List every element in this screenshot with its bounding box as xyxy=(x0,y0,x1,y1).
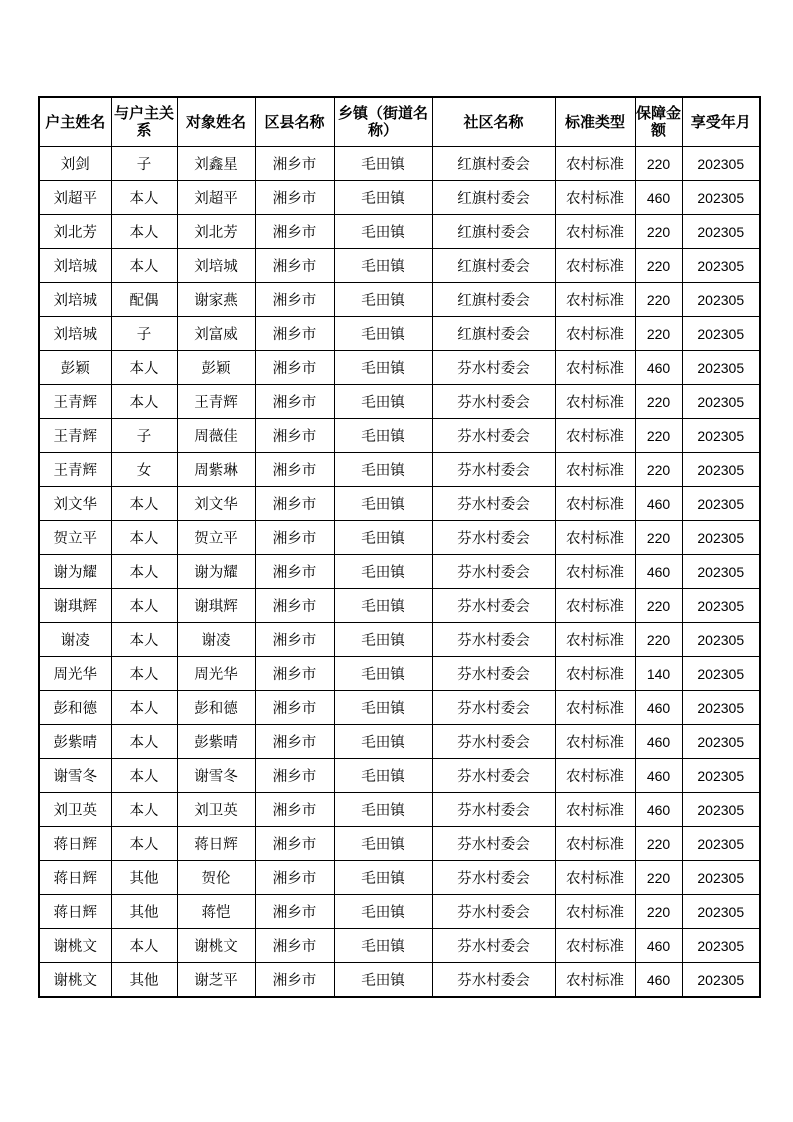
cell-county: 湘乡市 xyxy=(255,249,334,283)
cell-recipient-name: 刘鑫星 xyxy=(177,147,255,181)
cell-recipient-name: 谢家燕 xyxy=(177,283,255,317)
cell-amount: 220 xyxy=(635,895,682,929)
cell-standard-type: 农村标准 xyxy=(555,385,635,419)
cell-amount: 460 xyxy=(635,929,682,963)
cell-relation: 其他 xyxy=(111,963,177,998)
cell-county: 湘乡市 xyxy=(255,521,334,555)
table-row xyxy=(39,249,760,283)
cell-amount: 220 xyxy=(635,215,682,249)
table-row xyxy=(39,181,760,215)
cell-relation: 本人 xyxy=(111,759,177,793)
cell-householder-name: 谢为耀 xyxy=(39,555,111,589)
cell-standard-type: 农村标准 xyxy=(555,555,635,589)
header-amount: 保障金额 xyxy=(635,97,682,147)
table-row xyxy=(39,725,760,759)
cell-period: 202305 xyxy=(682,419,760,453)
cell-township: 毛田镇 xyxy=(334,861,432,895)
cell-relation: 其他 xyxy=(111,895,177,929)
cell-recipient-name: 彭颖 xyxy=(177,351,255,385)
cell-recipient-name: 彭紫晴 xyxy=(177,725,255,759)
table-row xyxy=(39,521,760,555)
table-row xyxy=(39,691,760,725)
cell-community: 芬水村委会 xyxy=(432,589,555,623)
cell-recipient-name: 谢芝平 xyxy=(177,963,255,998)
cell-relation: 本人 xyxy=(111,555,177,589)
cell-township: 毛田镇 xyxy=(334,351,432,385)
cell-amount: 220 xyxy=(635,861,682,895)
cell-county: 湘乡市 xyxy=(255,963,334,998)
cell-community: 红旗村委会 xyxy=(432,181,555,215)
cell-township: 毛田镇 xyxy=(334,487,432,521)
cell-community: 芬水村委会 xyxy=(432,487,555,521)
cell-county: 湘乡市 xyxy=(255,317,334,351)
table-row xyxy=(39,419,760,453)
header-period: 享受年月 xyxy=(682,97,760,147)
cell-county: 湘乡市 xyxy=(255,623,334,657)
cell-relation: 本人 xyxy=(111,827,177,861)
cell-relation: 本人 xyxy=(111,181,177,215)
cell-householder-name: 刘超平 xyxy=(39,181,111,215)
cell-recipient-name: 谢桃文 xyxy=(177,929,255,963)
cell-period: 202305 xyxy=(682,351,760,385)
cell-recipient-name: 刘培城 xyxy=(177,249,255,283)
cell-amount: 220 xyxy=(635,521,682,555)
cell-community: 芬水村委会 xyxy=(432,691,555,725)
cell-community: 芬水村委会 xyxy=(432,827,555,861)
cell-standard-type: 农村标准 xyxy=(555,317,635,351)
cell-period: 202305 xyxy=(682,657,760,691)
cell-recipient-name: 彭和德 xyxy=(177,691,255,725)
cell-community: 芬水村委会 xyxy=(432,725,555,759)
cell-recipient-name: 刘卫英 xyxy=(177,793,255,827)
cell-community: 芬水村委会 xyxy=(432,385,555,419)
cell-county: 湘乡市 xyxy=(255,725,334,759)
cell-community: 芬水村委会 xyxy=(432,555,555,589)
cell-relation: 子 xyxy=(111,317,177,351)
cell-relation: 子 xyxy=(111,147,177,181)
cell-householder-name: 刘文华 xyxy=(39,487,111,521)
cell-county: 湘乡市 xyxy=(255,453,334,487)
cell-county: 湘乡市 xyxy=(255,181,334,215)
cell-county: 湘乡市 xyxy=(255,351,334,385)
cell-recipient-name: 贺伦 xyxy=(177,861,255,895)
cell-county: 湘乡市 xyxy=(255,283,334,317)
cell-householder-name: 王青辉 xyxy=(39,385,111,419)
cell-community: 芬水村委会 xyxy=(432,895,555,929)
cell-recipient-name: 谢琪辉 xyxy=(177,589,255,623)
cell-standard-type: 农村标准 xyxy=(555,759,635,793)
cell-standard-type: 农村标准 xyxy=(555,929,635,963)
cell-recipient-name: 刘文华 xyxy=(177,487,255,521)
cell-community: 芬水村委会 xyxy=(432,657,555,691)
cell-recipient-name: 谢凌 xyxy=(177,623,255,657)
cell-county: 湘乡市 xyxy=(255,793,334,827)
cell-township: 毛田镇 xyxy=(334,793,432,827)
header-row xyxy=(39,97,760,147)
cell-relation: 配偶 xyxy=(111,283,177,317)
cell-recipient-name: 蒋日辉 xyxy=(177,827,255,861)
cell-householder-name: 贺立平 xyxy=(39,521,111,555)
cell-standard-type: 农村标准 xyxy=(555,419,635,453)
table-row xyxy=(39,385,760,419)
cell-relation: 本人 xyxy=(111,623,177,657)
cell-county: 湘乡市 xyxy=(255,555,334,589)
cell-amount: 220 xyxy=(635,827,682,861)
header-township: 乡镇（街道名称） xyxy=(334,97,432,147)
header-county: 区县名称 xyxy=(255,97,334,147)
cell-amount: 460 xyxy=(635,555,682,589)
cell-standard-type: 农村标准 xyxy=(555,147,635,181)
cell-period: 202305 xyxy=(682,487,760,521)
cell-township: 毛田镇 xyxy=(334,385,432,419)
cell-relation: 本人 xyxy=(111,725,177,759)
cell-standard-type: 农村标准 xyxy=(555,895,635,929)
cell-township: 毛田镇 xyxy=(334,929,432,963)
cell-householder-name: 谢琪辉 xyxy=(39,589,111,623)
cell-township: 毛田镇 xyxy=(334,283,432,317)
cell-standard-type: 农村标准 xyxy=(555,793,635,827)
cell-period: 202305 xyxy=(682,759,760,793)
cell-period: 202305 xyxy=(682,963,760,998)
header-relation: 与户主关系 xyxy=(111,97,177,147)
cell-community: 芬水村委会 xyxy=(432,419,555,453)
cell-period: 202305 xyxy=(682,453,760,487)
cell-householder-name: 蒋日辉 xyxy=(39,861,111,895)
cell-period: 202305 xyxy=(682,555,760,589)
cell-recipient-name: 贺立平 xyxy=(177,521,255,555)
cell-standard-type: 农村标准 xyxy=(555,725,635,759)
cell-period: 202305 xyxy=(682,147,760,181)
cell-township: 毛田镇 xyxy=(334,147,432,181)
cell-period: 202305 xyxy=(682,249,760,283)
cell-standard-type: 农村标准 xyxy=(555,283,635,317)
cell-householder-name: 刘卫英 xyxy=(39,793,111,827)
cell-township: 毛田镇 xyxy=(334,215,432,249)
header-standard-type: 标准类型 xyxy=(555,97,635,147)
table-row xyxy=(39,963,760,998)
cell-relation: 子 xyxy=(111,419,177,453)
cell-amount: 460 xyxy=(635,487,682,521)
cell-township: 毛田镇 xyxy=(334,453,432,487)
cell-relation: 本人 xyxy=(111,929,177,963)
cell-county: 湘乡市 xyxy=(255,895,334,929)
cell-standard-type: 农村标准 xyxy=(555,691,635,725)
cell-recipient-name: 王青辉 xyxy=(177,385,255,419)
cell-community: 红旗村委会 xyxy=(432,147,555,181)
cell-householder-name: 刘剑 xyxy=(39,147,111,181)
cell-period: 202305 xyxy=(682,521,760,555)
cell-community: 芬水村委会 xyxy=(432,521,555,555)
cell-relation: 其他 xyxy=(111,861,177,895)
cell-householder-name: 谢桃文 xyxy=(39,963,111,998)
cell-period: 202305 xyxy=(682,793,760,827)
cell-period: 202305 xyxy=(682,929,760,963)
cell-relation: 本人 xyxy=(111,351,177,385)
cell-householder-name: 蒋日辉 xyxy=(39,827,111,861)
cell-county: 湘乡市 xyxy=(255,487,334,521)
cell-township: 毛田镇 xyxy=(334,657,432,691)
cell-relation: 本人 xyxy=(111,521,177,555)
cell-relation: 本人 xyxy=(111,385,177,419)
cell-county: 湘乡市 xyxy=(255,589,334,623)
cell-recipient-name: 谢雪冬 xyxy=(177,759,255,793)
cell-standard-type: 农村标准 xyxy=(555,453,635,487)
subsidy-roster-table xyxy=(38,96,761,998)
cell-township: 毛田镇 xyxy=(334,521,432,555)
cell-township: 毛田镇 xyxy=(334,827,432,861)
cell-amount: 220 xyxy=(635,283,682,317)
table-row xyxy=(39,861,760,895)
cell-relation: 本人 xyxy=(111,793,177,827)
cell-community: 芬水村委会 xyxy=(432,351,555,385)
cell-period: 202305 xyxy=(682,691,760,725)
table-row xyxy=(39,759,760,793)
cell-period: 202305 xyxy=(682,623,760,657)
cell-recipient-name: 周紫琳 xyxy=(177,453,255,487)
cell-recipient-name: 刘北芳 xyxy=(177,215,255,249)
table-row xyxy=(39,453,760,487)
cell-period: 202305 xyxy=(682,589,760,623)
table-row xyxy=(39,657,760,691)
cell-community: 芬水村委会 xyxy=(432,623,555,657)
cell-county: 湘乡市 xyxy=(255,929,334,963)
cell-period: 202305 xyxy=(682,895,760,929)
cell-standard-type: 农村标准 xyxy=(555,215,635,249)
cell-householder-name: 王青辉 xyxy=(39,453,111,487)
cell-county: 湘乡市 xyxy=(255,759,334,793)
table-row xyxy=(39,487,760,521)
table-row xyxy=(39,147,760,181)
cell-community: 红旗村委会 xyxy=(432,215,555,249)
cell-householder-name: 彭和德 xyxy=(39,691,111,725)
cell-period: 202305 xyxy=(682,725,760,759)
cell-county: 湘乡市 xyxy=(255,827,334,861)
cell-township: 毛田镇 xyxy=(334,725,432,759)
table-row xyxy=(39,555,760,589)
cell-householder-name: 谢雪冬 xyxy=(39,759,111,793)
table-row xyxy=(39,895,760,929)
table-body xyxy=(39,147,760,998)
cell-recipient-name: 刘富威 xyxy=(177,317,255,351)
cell-standard-type: 农村标准 xyxy=(555,589,635,623)
cell-township: 毛田镇 xyxy=(334,249,432,283)
cell-community: 芬水村委会 xyxy=(432,453,555,487)
cell-standard-type: 农村标准 xyxy=(555,351,635,385)
cell-amount: 220 xyxy=(635,385,682,419)
cell-recipient-name: 谢为耀 xyxy=(177,555,255,589)
cell-county: 湘乡市 xyxy=(255,419,334,453)
cell-county: 湘乡市 xyxy=(255,385,334,419)
cell-amount: 220 xyxy=(635,147,682,181)
cell-amount: 140 xyxy=(635,657,682,691)
cell-recipient-name: 周薇佳 xyxy=(177,419,255,453)
cell-householder-name: 彭紫晴 xyxy=(39,725,111,759)
cell-township: 毛田镇 xyxy=(334,963,432,998)
cell-relation: 本人 xyxy=(111,691,177,725)
cell-recipient-name: 刘超平 xyxy=(177,181,255,215)
cell-community: 红旗村委会 xyxy=(432,317,555,351)
cell-relation: 女 xyxy=(111,453,177,487)
cell-householder-name: 刘培城 xyxy=(39,317,111,351)
cell-householder-name: 谢凌 xyxy=(39,623,111,657)
cell-householder-name: 蒋日辉 xyxy=(39,895,111,929)
cell-amount: 220 xyxy=(635,419,682,453)
cell-period: 202305 xyxy=(682,317,760,351)
cell-township: 毛田镇 xyxy=(334,895,432,929)
header-recipient-name: 对象姓名 xyxy=(177,97,255,147)
cell-standard-type: 农村标准 xyxy=(555,963,635,998)
cell-amount: 460 xyxy=(635,793,682,827)
cell-recipient-name: 周光华 xyxy=(177,657,255,691)
cell-relation: 本人 xyxy=(111,657,177,691)
header-community: 社区名称 xyxy=(432,97,555,147)
cell-relation: 本人 xyxy=(111,215,177,249)
cell-period: 202305 xyxy=(682,827,760,861)
cell-community: 芬水村委会 xyxy=(432,793,555,827)
cell-period: 202305 xyxy=(682,861,760,895)
cell-amount: 460 xyxy=(635,351,682,385)
table-row xyxy=(39,929,760,963)
cell-standard-type: 农村标准 xyxy=(555,487,635,521)
cell-community: 芬水村委会 xyxy=(432,759,555,793)
cell-community: 芬水村委会 xyxy=(432,861,555,895)
cell-standard-type: 农村标准 xyxy=(555,181,635,215)
cell-community: 芬水村委会 xyxy=(432,929,555,963)
cell-amount: 460 xyxy=(635,963,682,998)
cell-standard-type: 农村标准 xyxy=(555,521,635,555)
cell-householder-name: 谢桃文 xyxy=(39,929,111,963)
cell-standard-type: 农村标准 xyxy=(555,249,635,283)
table-row xyxy=(39,623,760,657)
cell-amount: 220 xyxy=(635,589,682,623)
cell-period: 202305 xyxy=(682,181,760,215)
cell-period: 202305 xyxy=(682,215,760,249)
cell-relation: 本人 xyxy=(111,487,177,521)
cell-standard-type: 农村标准 xyxy=(555,827,635,861)
cell-standard-type: 农村标准 xyxy=(555,623,635,657)
cell-amount: 460 xyxy=(635,691,682,725)
table-row xyxy=(39,215,760,249)
cell-amount: 220 xyxy=(635,623,682,657)
cell-county: 湘乡市 xyxy=(255,147,334,181)
table-row xyxy=(39,351,760,385)
cell-householder-name: 刘北芳 xyxy=(39,215,111,249)
table-row xyxy=(39,827,760,861)
cell-county: 湘乡市 xyxy=(255,215,334,249)
cell-amount: 460 xyxy=(635,181,682,215)
cell-amount: 460 xyxy=(635,759,682,793)
cell-standard-type: 农村标准 xyxy=(555,657,635,691)
table-row xyxy=(39,793,760,827)
cell-community: 芬水村委会 xyxy=(432,963,555,998)
cell-amount: 220 xyxy=(635,249,682,283)
cell-standard-type: 农村标准 xyxy=(555,861,635,895)
table-row xyxy=(39,317,760,351)
cell-county: 湘乡市 xyxy=(255,657,334,691)
cell-township: 毛田镇 xyxy=(334,589,432,623)
cell-amount: 220 xyxy=(635,317,682,351)
cell-period: 202305 xyxy=(682,283,760,317)
cell-township: 毛田镇 xyxy=(334,691,432,725)
cell-community: 红旗村委会 xyxy=(432,249,555,283)
cell-community: 红旗村委会 xyxy=(432,283,555,317)
cell-relation: 本人 xyxy=(111,249,177,283)
cell-relation: 本人 xyxy=(111,589,177,623)
cell-township: 毛田镇 xyxy=(334,317,432,351)
cell-township: 毛田镇 xyxy=(334,623,432,657)
cell-householder-name: 刘培城 xyxy=(39,249,111,283)
cell-householder-name: 王青辉 xyxy=(39,419,111,453)
cell-township: 毛田镇 xyxy=(334,555,432,589)
cell-county: 湘乡市 xyxy=(255,861,334,895)
cell-amount: 460 xyxy=(635,725,682,759)
table-row xyxy=(39,283,760,317)
cell-householder-name: 刘培城 xyxy=(39,283,111,317)
cell-township: 毛田镇 xyxy=(334,419,432,453)
header-householder-name: 户主姓名 xyxy=(39,97,111,147)
cell-township: 毛田镇 xyxy=(334,181,432,215)
table-row xyxy=(39,589,760,623)
cell-township: 毛田镇 xyxy=(334,759,432,793)
cell-period: 202305 xyxy=(682,385,760,419)
cell-county: 湘乡市 xyxy=(255,691,334,725)
cell-householder-name: 彭颖 xyxy=(39,351,111,385)
cell-amount: 220 xyxy=(635,453,682,487)
cell-recipient-name: 蒋恺 xyxy=(177,895,255,929)
cell-householder-name: 周光华 xyxy=(39,657,111,691)
